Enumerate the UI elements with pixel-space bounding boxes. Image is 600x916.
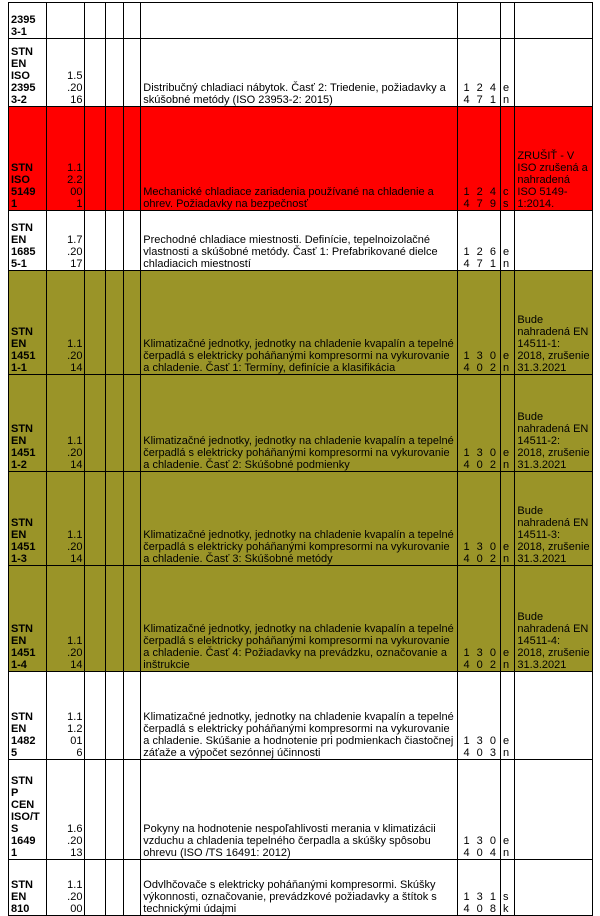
ics-code: 1 2 4 4 7 1	[457, 39, 500, 107]
status-note: Bude nahradená EN 14511-2: 2018, zrušenie 31.3.2021	[515, 375, 593, 472]
empty-cell	[123, 39, 141, 107]
empty-cell	[123, 3, 141, 39]
empty-cell	[85, 3, 106, 39]
ics-code: 1 3 0 4 0 2	[457, 472, 500, 566]
standard-code: 2395 3-1	[9, 3, 47, 39]
ics-code: 1 3 0 4 0 2	[457, 271, 500, 375]
empty-cell	[123, 107, 141, 211]
status-note: Bude nahradená EN 14511-4: 2018, zrušenie 31.3.2021	[515, 566, 593, 672]
ics-code: 1 2 6 4 7 1	[457, 211, 500, 271]
standard-title: Pokyny na hodnotenie nespoľahlivosti merania v klimatizácii vzduchu a chladenia tepelného čerpadla a skúšky spôsobu ohrevu (ISO /TS 16491: 2012)	[141, 760, 457, 860]
ics-code: 1 3 1 4 0 8	[457, 860, 500, 916]
standard-title: Klimatizačné jednotky, jednotky na chladenie kvapalín a tepelné čerpadlá s elektricky poháňanými kompresormi na vykurovanie a chladenie. Skúšanie a hodnotenie pri podmienkach čiastočnej záťaže a výpočet sezónnej účinnosti	[141, 672, 457, 760]
table-row	[9, 860, 593, 916]
standard-code: STN P CEN ISO/T S 1649 1	[9, 760, 47, 860]
table-row	[9, 672, 593, 760]
language-code: e n	[500, 472, 514, 566]
empty-cell	[106, 760, 124, 860]
standard-title: Distribučný chladiaci nábytok. Časť 2: Triedenie, požiadavky a skúšobné metódy (ISO 23953-2: 2015)	[141, 39, 457, 107]
empty-cell	[123, 672, 141, 760]
table-row	[9, 472, 593, 566]
status-note	[515, 860, 593, 916]
standard-code: STN ISO 5149 1	[9, 107, 47, 211]
status-note: Bude nahradená EN 14511-3: 2018, zrušenie 31.3.2021	[515, 472, 593, 566]
language-code: e n	[500, 375, 514, 472]
table-row	[9, 39, 593, 107]
status-note: ZRUŠIŤ - V ISO zrušená a nahradená ISO 5149-1:2014.	[515, 107, 593, 211]
empty-cell	[123, 860, 141, 916]
status-note	[515, 39, 593, 107]
empty-cell	[123, 472, 141, 566]
language-code: e n	[500, 672, 514, 760]
standard-code: STN EN 1482 5	[9, 672, 47, 760]
language-code	[500, 3, 514, 39]
language-code: e n	[500, 211, 514, 271]
status-note	[515, 672, 593, 760]
empty-cell	[85, 760, 106, 860]
empty-cell	[123, 760, 141, 860]
empty-cell	[85, 107, 106, 211]
empty-cell	[85, 375, 106, 472]
empty-cell	[106, 39, 124, 107]
ics-code: 1 3 0 4 0 2	[457, 375, 500, 472]
standard-title: Odvlhčovače s elektricky poháňanými kompresormi. Skúšky výkonnosti, označovanie, prevádzkové požiadavky a štítok s technickými údajmi	[141, 860, 457, 916]
empty-cell	[106, 107, 124, 211]
effective-date: 1.1 2.2 00 1	[47, 107, 85, 211]
table-row	[9, 760, 593, 860]
empty-cell	[106, 211, 124, 271]
table-row	[9, 107, 593, 211]
empty-cell	[85, 472, 106, 566]
empty-cell	[106, 375, 124, 472]
empty-cell	[123, 271, 141, 375]
ics-code: 1 3 0 4 0 4	[457, 760, 500, 860]
standard-code: STN EN 1451 1-4	[9, 566, 47, 672]
effective-date: 1.7 .20 17	[47, 211, 85, 271]
empty-cell	[85, 271, 106, 375]
language-code: e n	[500, 39, 514, 107]
ics-code: 1 3 0 4 0 3	[457, 672, 500, 760]
language-code: s k	[500, 860, 514, 916]
standard-title: Prechodné chladiace miestnosti. Definície, tepelnoizolačné vlastnosti a skúšobné metódy. Časť 1: Prefabrikované dielce chladiacich miestností	[141, 211, 457, 271]
language-code: e n	[500, 566, 514, 672]
standard-code: STN EN ISO 2395 3-2	[9, 39, 47, 107]
ics-code	[457, 3, 500, 39]
empty-cell	[106, 3, 124, 39]
empty-cell	[106, 860, 124, 916]
standard-code: STN EN 1451 1-3	[9, 472, 47, 566]
standard-code: STN EN 810	[9, 860, 47, 916]
effective-date: 1.1 .20 14	[47, 271, 85, 375]
empty-cell	[85, 211, 106, 271]
status-note	[515, 760, 593, 860]
language-code: e n	[500, 271, 514, 375]
status-note: Bude nahradená EN 14511-1: 2018, zrušenie 31.3.2021	[515, 271, 593, 375]
status-note	[515, 3, 593, 39]
empty-cell	[85, 39, 106, 107]
effective-date: 1.1 .20 14	[47, 375, 85, 472]
ics-code: 1 2 4 4 7 9	[457, 107, 500, 211]
table-row	[9, 3, 593, 39]
table-row	[9, 375, 593, 472]
language-code: e n	[500, 760, 514, 860]
empty-cell	[106, 271, 124, 375]
empty-cell	[123, 375, 141, 472]
effective-date	[47, 3, 85, 39]
effective-date: 1.1 .20 00	[47, 860, 85, 916]
standard-title: Klimatizačné jednotky, jednotky na chladenie kvapalín a tepelné čerpadlá s elektricky poháňanými kompresormi na vykurovanie a chladenie. Časť 4: Požiadavky na prevádzku, označovanie a inštrukcie	[141, 566, 457, 672]
language-code: c s	[500, 107, 514, 211]
standard-code: STN EN 1451 1-1	[9, 271, 47, 375]
table-row	[9, 211, 593, 271]
effective-date: 1.1 .20 14	[47, 472, 85, 566]
standard-code: STN EN 1685 5-1	[9, 211, 47, 271]
standard-code: STN EN 1451 1-2	[9, 375, 47, 472]
empty-cell	[85, 566, 106, 672]
effective-date: 1.5 .20 16	[47, 39, 85, 107]
standards-table	[8, 2, 593, 916]
empty-cell	[106, 472, 124, 566]
empty-cell	[85, 860, 106, 916]
empty-cell	[106, 566, 124, 672]
table-row	[9, 566, 593, 672]
effective-date: 1.1 1.2 01 6	[47, 672, 85, 760]
table-row	[9, 271, 593, 375]
standard-title	[141, 3, 457, 39]
standard-title: Klimatizačné jednotky, jednotky na chladenie kvapalín a tepelné čerpadlá s elektricky poháňanými kompresormi na vykurovanie a chladenie. Časť 1: Termíny, definície a klasifikácia	[141, 271, 457, 375]
ics-code: 1 3 0 4 0 2	[457, 566, 500, 672]
standard-title: Klimatizačné jednotky, jednotky na chladenie kvapalín a tepelné čerpadlá s elektricky poháňanými kompresormi na vykurovanie a chladenie. Časť 3: Skúšobné metódy	[141, 472, 457, 566]
status-note	[515, 211, 593, 271]
empty-cell	[106, 672, 124, 760]
standard-title: Klimatizačné jednotky, jednotky na chladenie kvapalín a tepelné čerpadlá s elektricky poháňanými kompresormi na vykurovanie a chladenie. Časť 2: Skúšobné podmienky	[141, 375, 457, 472]
effective-date: 1.1 .20 14	[47, 566, 85, 672]
standard-title: Mechanické chladiace zariadenia používané na chladenie a ohrev. Požiadavky na bezpečnosť	[141, 107, 457, 211]
effective-date: 1.6 .20 13	[47, 760, 85, 860]
empty-cell	[123, 211, 141, 271]
empty-cell	[123, 566, 141, 672]
empty-cell	[85, 672, 106, 760]
